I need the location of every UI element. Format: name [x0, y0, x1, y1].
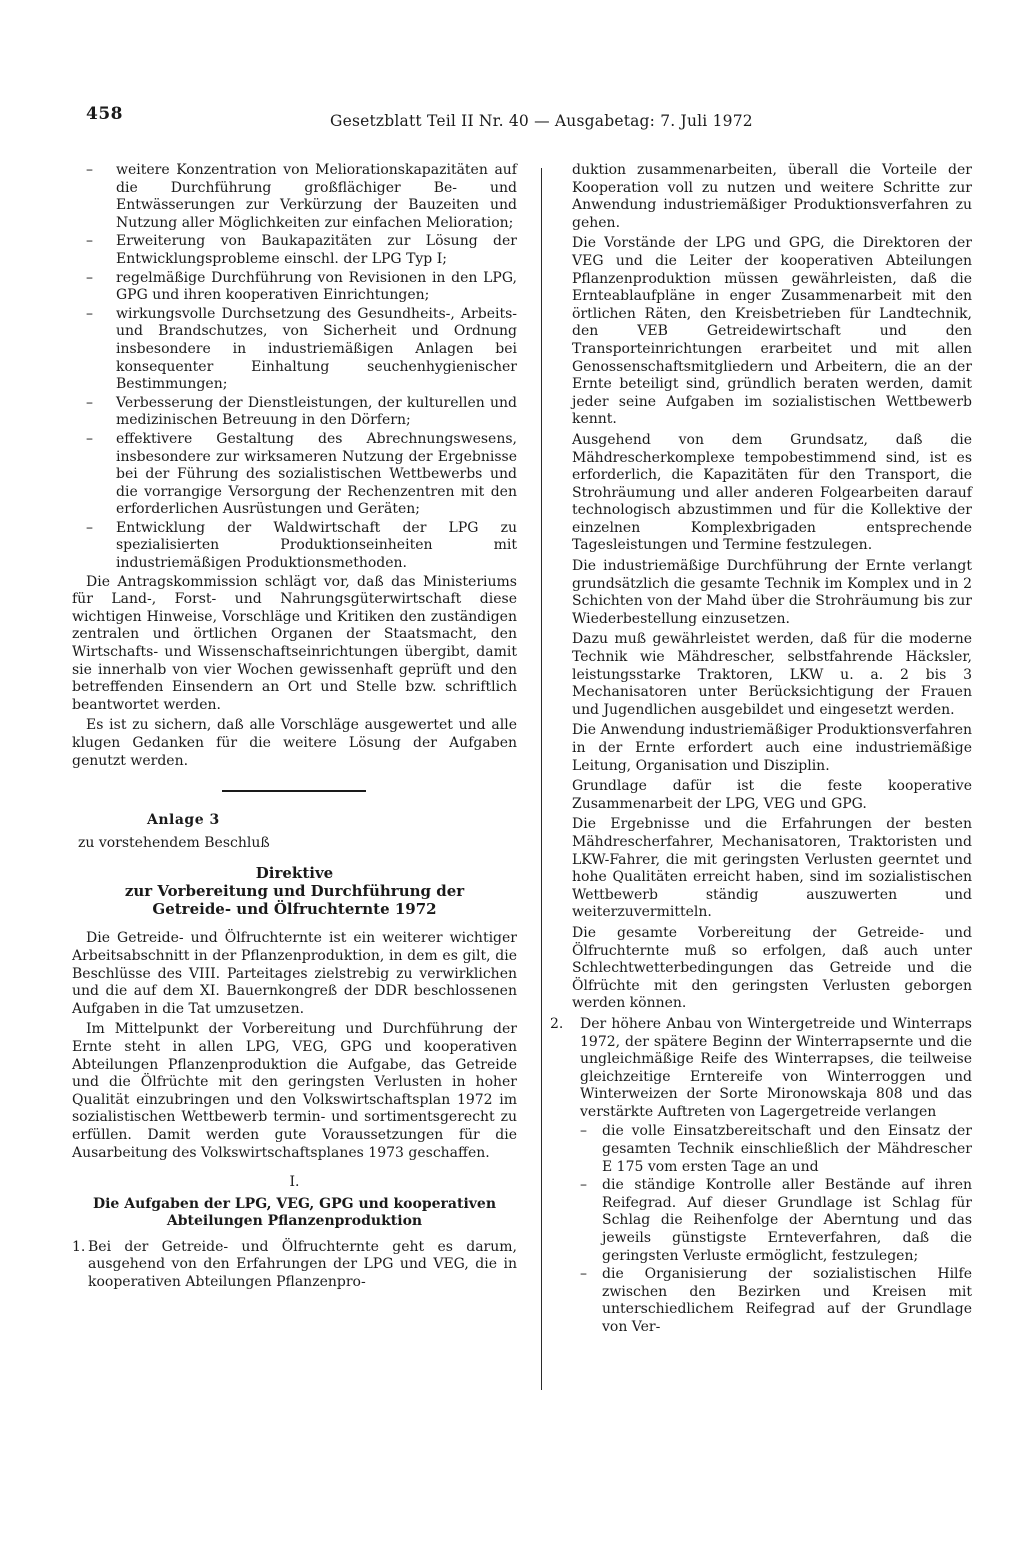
- annex-label: Anlage 3: [147, 812, 220, 829]
- dash-marker: –: [580, 1123, 587, 1140]
- section-divider: [222, 790, 366, 792]
- list-item: – Erweiterung von Baukapazitäten zur Lösung der Entwicklungsprobleme einschl. der LPG Typ I;: [86, 233, 517, 267]
- right-column: [550, 162, 972, 1340]
- paragraph: Ausgehend von dem Grundsatz, daß die Mähdrescherkomplexe tempobestimmend sind, ist es erforderlich, die Kapazitäten für den Transport, die Strohräumung und aller anderen Folgearbeiten darauf technologisch abzustimmen und für die Kollektive der einzelnen Komplexbrigaden entsprechende Tagesleistungen und Termine festzulegen.: [572, 431, 972, 554]
- list-item: – Entwicklung der Waldwirtschaft der LPG zu spezialisierten Produktionseinheiten mit industriemäßigen Produktionsmethoden.: [86, 519, 517, 572]
- paragraph: Die Vorstände der LPG und GPG, die Direktoren der VEG und die Leiter der kooperativen Abteilungen Pflanzenproduktion müssen gewährleisten, daß die Ernteablaufpläne in enger Zusammenarbeit mit den örtlichen Räten, den Kreisbetrieben für Landtechnik, den VEB Getreidewirtschaft und den Transporteinrichtungen erarbeitet und mit allen Genossenschaftsmitgliedern und Arbeitern, die an der Ernte beteiligt sind, gründlich beraten werden, damit jeder seine Aufgaben im sozialistischen Wettbewerb kennt.: [572, 235, 972, 428]
- annex-reference: zu vorstehendem Beschluß: [78, 834, 270, 851]
- page-number: 458: [86, 104, 123, 124]
- paragraph: Die industriemäßige Durchführung der Ernte verlangt grundsätzlich die gesamte Technik im Komplex und in 2 Schichten von der Mahd über die Strohräumung bis zur Wiederbestellung einzusetzen.: [572, 558, 972, 627]
- numbered-item: 2. Der höhere Anbau von Wintergetreide und Winterraps 1972, der spätere Beginn der Winterrapsernte und die ungleichmäßige Reife des Winterrapses, die teilweise gleichzeitige Erntereife von Winterroggen und Winterweizen der Sorte Mironowskaja 808 und das verstärkte Auftreten von Lagergetreide verlangen – die volle Einsatzbereitschaft und den Einsatz der gesamten Technik einschließlich der Mähdrescher E 175 vom ersten Tage an und – die ständige Kontrolle aller Bestände auf ihren Reifegrad. Auf dieser Grundlage ist Schlag für Schlag die Reihenfolge der Aberntung und das jeweils günstigste Ernteverfahren, daß die geringsten Verluste ermöglicht, festzulegen; – die Organisierung der sozialistischen Hilfe zwischen den Bezirken und Kreisen mit unterschiedlichem Reifegrad auf der Grundlage von Ver-: [550, 1015, 972, 1335]
- paragraph: Die Antragskommission schlägt vor, daß das Ministeriums für Land-, Forst- und Nahrungsgüterwirtschaft diese wichtigen Hinweise, Vorschläge und Kritiken den zuständigen zentralen und örtlichen Organen der Staatsmacht, den Wirtschafts- und Wissenschaftseinrichtungen übergibt, damit sie innerhalb von vier Wochen gewissenhaft geprüft und den betreffenden Einsendern an Ort und Stelle bzw. schriftlich beantwortet werden.: [72, 573, 517, 713]
- left-column: [72, 162, 517, 1295]
- paragraph: Die Ergebnisse und die Erfahrungen der besten Mähdrescherfahrer, Mechanisatoren, Traktoristen und LKW-Fahrer, die mit geringsten Verlusten geerntet und hohe Qualitäten erreicht haben, sind im sozialistischen Wettbewerb ständig auszuwerten und weiterzuvermitteln.: [572, 816, 972, 921]
- sub-list: [580, 1123, 972, 1336]
- paragraph: Im Mittelpunkt der Vorbereitung und Durchführung der Ernte steht in allen LPG, VEG, GPG und kooperativen Abteilungen Pflanzenproduktion die Aufgabe, das Getreide und die Ölfrüchte mit den geringsten Verlusten in hoher Qualität einzubringen und den Volkswirtschaftsplan 1972 im sozialistischen Wettbewerb termin- und sortimentsgerecht zu erfüllen. Damit werden gute Voraussetzungen für die Ausarbeitung des Volkswirtschaftsplanes 1973 geschaffen.: [72, 1021, 517, 1161]
- list-item: – effektivere Gestaltung des Abrechnungswesens, insbesondere zur wirksameren Nutzung der Ergebnisse bei der Führung des sozialistischen Wettbewerbs und die vorrangige Versorgung der Rechenzentren mit den erforderlichen Ausrüstungen und Geräten;: [86, 430, 517, 518]
- paragraph: Grundlage dafür ist die feste kooperative Zusammenarbeit der LPG, VEG und GPG.: [572, 778, 972, 812]
- dash-marker: –: [580, 1266, 587, 1283]
- dash-marker: –: [86, 519, 93, 536]
- dash-marker: –: [580, 1177, 587, 1194]
- dash-marker: –: [86, 430, 93, 447]
- paragraph: Es ist zu sichern, daß alle Vorschläge ausgewertet und alle klugen Gedanken für die weitere Lösung der Aufgaben genutzt werden.: [72, 717, 517, 769]
- list-item: – die volle Einsatzbereitschaft und den Einsatz der gesamten Technik einschließlich der Mähdrescher E 175 vom ersten Tage an und: [580, 1123, 972, 1175]
- directive-title: Direktive zur Vorbereitung und Durchführung der Getreide- und Ölfruchternte 1972: [124, 864, 465, 919]
- list-item: – regelmäßige Durchführung von Revisionen in den LPG, GPG und ihren kooperativen Einrichtungen;: [86, 269, 517, 304]
- measures-list: [72, 162, 517, 573]
- running-head: Gesetzblatt Teil II Nr. 40 — Ausgabetag: 7. Juli 1972: [330, 112, 753, 130]
- section-number: I.: [289, 1174, 300, 1191]
- column-divider: [541, 168, 542, 1390]
- dash-marker: –: [86, 233, 93, 250]
- list-item: – wirkungsvolle Durchsetzung des Gesundheits-, Arbeits- und Brandschutzes, von Sicherheit und Ordnung insbesondere in industriemäßigen Anlagen bei konsequenter Einhaltung seuchenhygienischer Bestimmungen;: [86, 305, 517, 393]
- paragraph: Die Anwendung industriemäßiger Produktionsverfahren in der Ernte erfordert auch eine industriemäßige Leitung, Organisation und Disziplin.: [572, 722, 972, 774]
- dash-marker: –: [86, 162, 93, 178]
- list-item: – Verbesserung der Dienstleistungen, der kulturellen und medizinischen Betreuung in den Dörfern;: [86, 394, 517, 429]
- paragraph: Die gesamte Vorbereitung der Getreide- und Ölfruchternte muß so erfolgen, daß auch unter Schlechtwetterbedingungen das Getreide und die Ölfrüchte mit den geringsten Verlusten geborgen werden können.: [572, 924, 972, 1012]
- paragraph: Die Getreide- und Ölfruchternte ist ein weiterer wichtiger Arbeitsabschnitt in der Pflanzenproduktion, in dem es gilt, die Beschlüsse des VIII. Parteitages zielstrebig zu verwirklichen und die auf dem XI. Bauernkongreß der DDR beschlossenen Aufgaben in die Tat umzusetzen.: [72, 930, 517, 1017]
- list-item: – die ständige Kontrolle aller Bestände auf ihren Reifegrad. Auf dieser Grundlage ist Schlag für Schlag die Reihenfolge der Aberntung und das jeweils günstigste Ernteverfahren, daß die geringsten Verluste ermöglicht, festzulegen;: [580, 1177, 972, 1264]
- numbered-item: 1. Bei der Getreide- und Ölfruchternte geht es darum, ausgehend von den Erfahrungen der LPG und VEG, die in kooperativen Abteilungen Pflanzenpro-: [72, 1238, 517, 1291]
- dash-marker: –: [86, 305, 93, 322]
- paragraph: duktion zusammenarbeiten, überall die Vorteile der Kooperation voll zu nutzen und weitere Schritte zur Anwendung industriemäßiger Produktionsverfahren zu gehen.: [572, 162, 972, 231]
- list-item: – die Organisierung der sozialistischen Hilfe zwischen den Bezirken und Kreisen mit unterschiedlichem Reifegrad auf der Grundlage von Ver-: [580, 1266, 972, 1335]
- dash-marker: –: [86, 394, 93, 411]
- dash-marker: –: [86, 269, 93, 286]
- section-title: Die Aufgaben der LPG, VEG, GPG und kooperativen Abteilungen Pflanzenproduktion: [92, 1195, 497, 1230]
- item-number: 2.: [550, 1015, 564, 1032]
- item-number: 1.: [72, 1238, 86, 1255]
- paragraph: Dazu muß gewährleistet werden, daß für die moderne Technik wie Mähdrescher, selbstfahrende Häcksler, leistungsstarke Traktoren, LKW u. a. 2 bis 3 Mechanisatoren unter Berücksichtigung der Frauen und Jugendlichen ausgebildet und eingesetzt werden.: [572, 631, 972, 718]
- list-item: – weitere Konzentration von Meliorationskapazitäten auf die Durchführung großflächiger Be- und Entwässerungen zur Verkürzung der Bauzeiten und Nutzung aller Möglichkeiten zur einfachen Melioration;: [86, 162, 517, 231]
